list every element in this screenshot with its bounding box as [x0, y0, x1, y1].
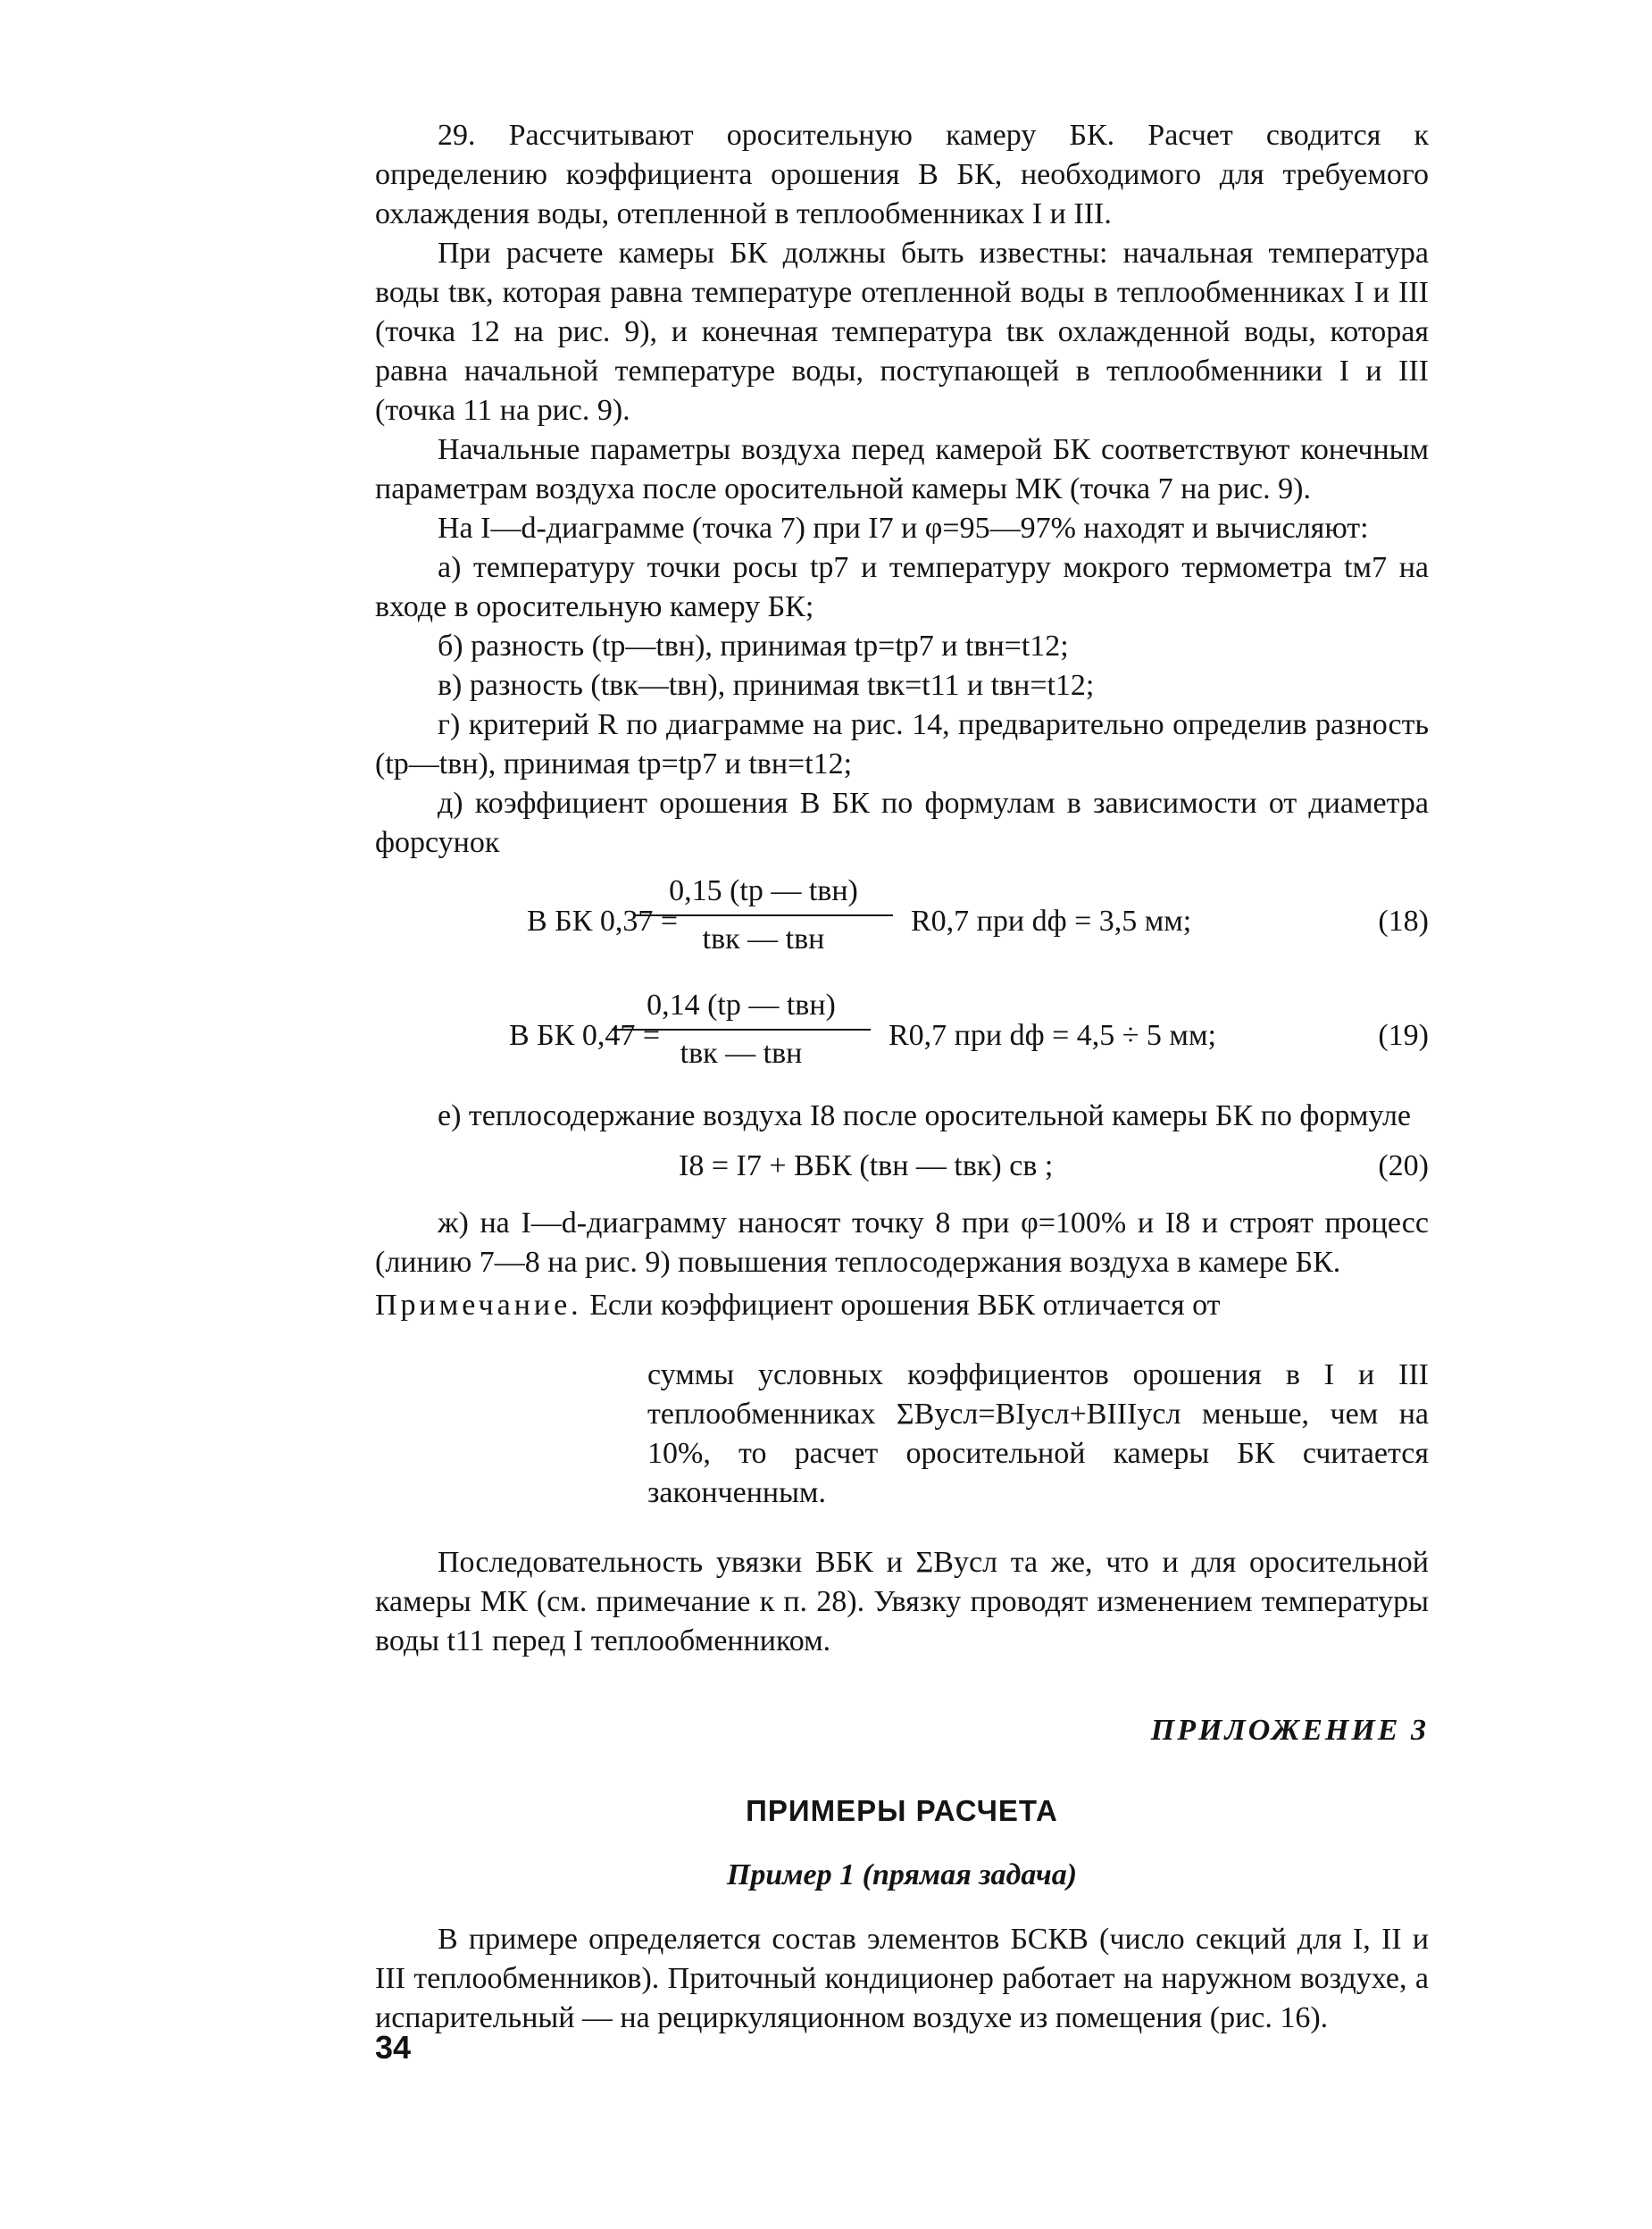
example-title: Пример 1 (прямая задача) [726, 1858, 1078, 1891]
list-item-b: б) разность (tр—tвн), принимая tр=tр7 и tвн=t12; [438, 630, 1069, 663]
formula-19-denominator: tвк — tвн [680, 1037, 803, 1070]
paragraph-sequence: Последовательность увязки BБК и ΣBусл та же, что и для оросительной камеры МК (см. примечание к п. 28). Увязку проводят изменением температуры воды t11 перед I теплообменником. [375, 1546, 1429, 1657]
section-title: ПРИМЕРЫ РАСЧЕТА [746, 1794, 1058, 1827]
formula-18 [375, 872, 1429, 977]
formula-19-number: (19) [1378, 1019, 1429, 1052]
formula-20-number: (20) [1378, 1149, 1429, 1182]
paragraph-29: 29. Рассчитывают оросительную камеру БК. Расчет сводится к определению коэффициента орошения B БК, необходимого для требуемого охлаждения воды, отепленной в теплообменниках I и III. [375, 119, 1429, 230]
note-body: суммы условных коэффициентов орошения в I и III теплообменниках ΣBусл=BIусл+BIIIусл меньше, чем на 10%, то расчет оросительной камеры БК считается законченным. [647, 1358, 1429, 1509]
formula-18-lhs: B БК 0,37 = [527, 905, 679, 938]
formula-18-number: (18) [1378, 905, 1429, 938]
list-item-a: а) температуру точки росы tр7 и температуру мокрого термометра tм7 на входе в оросительную камеру БК; [375, 551, 1429, 623]
formula-19-lhs: B БК 0,47 = [509, 1019, 661, 1052]
list-item-e: е) теплосодержание воздуха I8 после оросительной камеры БК по формуле [438, 1099, 1412, 1132]
formula-18-fraction [634, 872, 893, 959]
list-item-d: д) коэффициент орошения B БК по формулам в зависимости от диаметра форсунок [375, 787, 1429, 859]
paragraph-known-params: При расчете камеры БК должны быть известны: начальная температура воды tвк, которая равна температуре отепленной воды в теплообменниках I и III (точка 12 на рис. 9), и конечная температура tвк охлажденной воды, которая равна начальной температуре воды, поступающей в теплообменники I и III (точка 11 на рис. 9). [375, 237, 1429, 427]
page-number: 34 [375, 2029, 412, 2066]
formula-19-numerator: 0,14 (tр — tвн) [612, 986, 871, 1031]
appendix-heading: ПРИЛОЖЕНИЕ 3 [1150, 1714, 1429, 1747]
formula-18-numerator: 0,15 (tр — tвн) [634, 872, 893, 916]
note-first-line [375, 1286, 1429, 1325]
document-page [375, 116, 1429, 2038]
list-item-g: г) критерий R по диаграмме на рис. 14, предварительно определив разность (tр—tвн), принимая tр=tр7 и tвн=t12; [375, 708, 1429, 781]
note-heading: Примечание. [375, 1289, 582, 1322]
list-item-zh: ж) на I—d-диаграмму наносят точку 8 при φ=100% и I8 и строят процесс (линию 7—8 на рис. 9) повышения теплосодержания воздуха в камере БК. [375, 1206, 1429, 1279]
formula-19-rhs: R0,7 при dф = 4,5 ÷ 5 мм; [889, 1019, 1216, 1052]
paragraph-example: В примере определяется состав элементов БСКВ (число секций для I, II и III теплообменников). Приточный кондиционер работает на наружном воздухе, а испарительный — на рециркуляционном воздухе из помещения (рис. 16). [375, 1923, 1429, 2034]
formula-20 [375, 1141, 1429, 1195]
paragraph-initial-params: Начальные параметры воздуха перед камерой БК соответствуют конечным параметрам воздуха после оросительной камеры МК (точка 7 на рис. 9). [375, 433, 1429, 505]
formula-18-denominator: tвк — tвн [702, 922, 825, 956]
note-first-text: Если коэффициент орошения BБК отличается от [589, 1289, 1221, 1322]
formula-19 [375, 986, 1429, 1091]
formula-20-body: I8 = I7 + BБК (tвн — tвк) cв ; [679, 1149, 1054, 1182]
formula-18-rhs: R0,7 при dф = 3,5 мм; [911, 905, 1192, 938]
list-item-v: в) разность (tвк—tвн), принимая tвк=t11 и tвн=t12; [438, 669, 1095, 702]
paragraph-diagram: На I—d-диаграмме (точка 7) при I7 и φ=95—97% находят и вычисляют: [438, 512, 1369, 545]
note-block [375, 1286, 1429, 1513]
formula-19-fraction [612, 986, 871, 1073]
